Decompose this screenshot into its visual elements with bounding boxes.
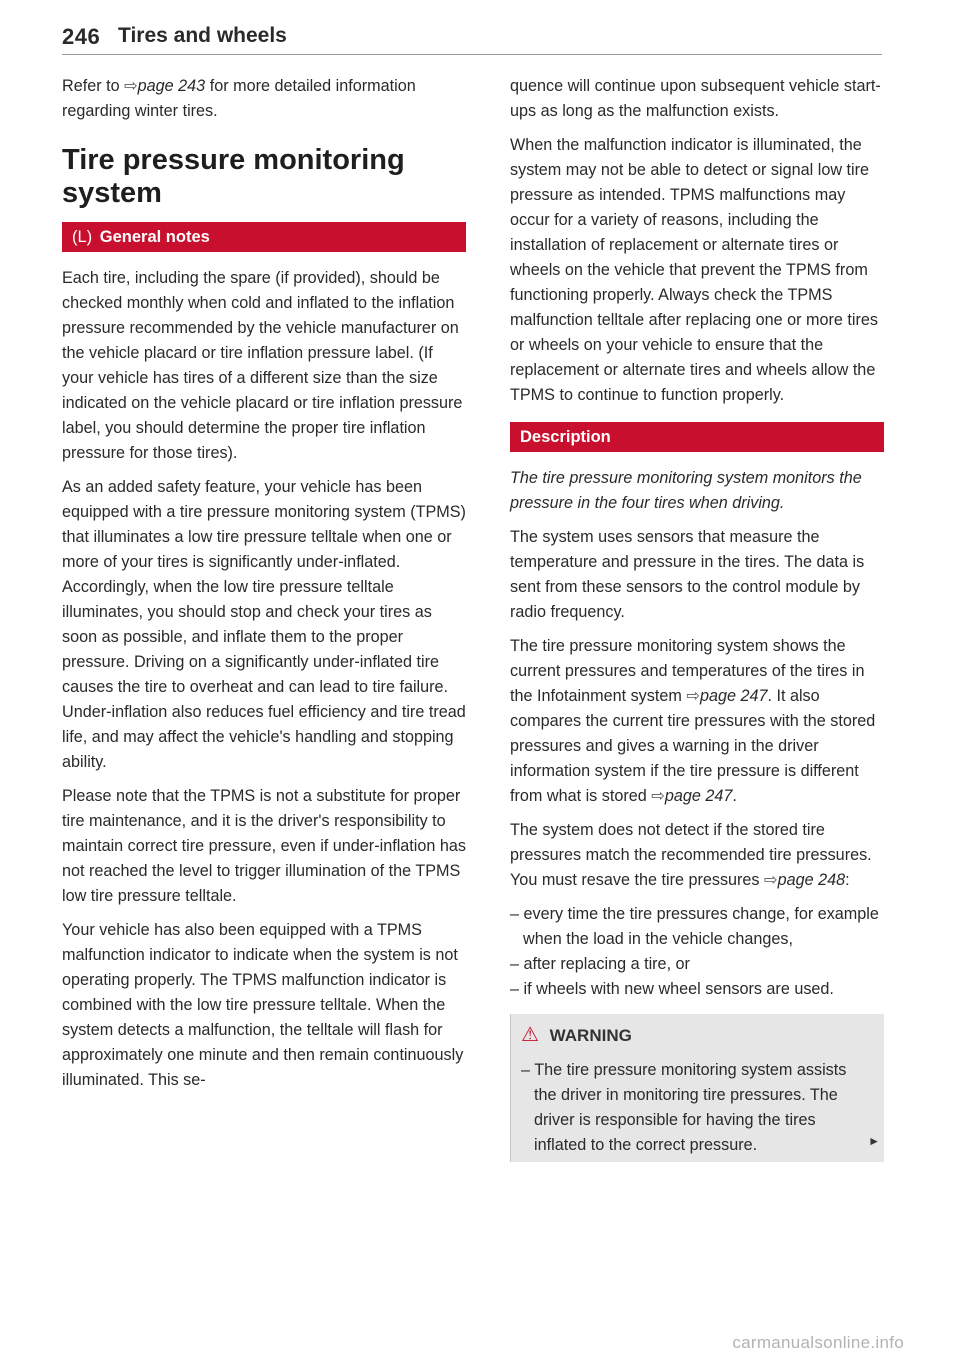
paragraph: Please note that the TPMS is not a substitute for proper tire maintenance, and it is the driver's responsibility to maintain correct tire pressure, even if under-inflation has not reached the level to trigger illumination of the TPMS low tire pressure telltale.	[62, 787, 466, 905]
list-item: – if wheels with new wheel sensors are used.	[510, 980, 834, 998]
intro-paragraph: Refer to ⇨page 243 for more detailed information regarding winter tires.	[62, 77, 416, 120]
resave-list	[510, 902, 884, 1002]
page-ref-link[interactable]: page 243	[137, 77, 206, 95]
paragraph: Your vehicle has also been equipped with a TPMS malfunction indicator to indicate when the system is not operating properly. The TPMS malfunction indicator is combined with the low tire pressure telltale. When the system detects a malfunction, the telltale will flash for approximately one minute and then remain continuously illuminated. This se-	[62, 921, 464, 1089]
watermark: carmanualsonline.info	[732, 1333, 904, 1352]
general-notes-bar	[62, 222, 466, 252]
page-ref-link[interactable]: page 247	[664, 787, 733, 805]
warning-list	[521, 1058, 854, 1158]
page-ref-link[interactable]: page 248	[777, 871, 846, 889]
page-ref-arrow-icon: ⇨	[651, 787, 665, 805]
header-rule	[62, 54, 882, 55]
right-column	[510, 74, 884, 1162]
page-ref-arrow-icon: ⇨	[764, 871, 778, 889]
paragraph: When the malfunction indicator is illuminated, the system may not be able to detect or signal low tire pressure as intended. TPMS malfunctions may occur for a variety of reasons, including the installation of replacement or alternate tires or wheels on the vehicle that prevent the TPMS from functioning properly. Always check the TPMS malfunction telltale after replacing one or more tires or wheels on your vehicle to ensure that the replacement or alternate tires and wheels allow the TPMS to continue to function properly.	[510, 136, 878, 404]
clock-icon: (L)	[72, 228, 93, 246]
list-item: – after replacing a tire, or	[510, 955, 690, 973]
paragraph: quence will continue upon subsequent vehicle start-ups as long as the malfunction exists.	[510, 77, 881, 120]
left-column	[62, 74, 466, 1102]
list-item: – every time the tire pressures change, for example when the load in the vehicle changes,	[510, 905, 879, 948]
paragraph: As an added safety feature, your vehicle has been equipped with a tire pressure monitoring system (TPMS) that illuminates a low tire pressure telltale when one or more of your tires is significantly under-inflated. Accordingly, when the low tire pressure telltale illuminates, you should stop and check your tires as soon as possible, and inflate them to the proper pressure. Driving on a significantly under-inflated tire causes the tire to overheat and can lead to tire failure. Under-inflation also reduces fuel efficiency and tire tread life, and may affect the vehicle's handling and stopping ability.	[62, 478, 466, 771]
paragraph: The tire pressure monitoring system shows the current pressures and temperatures of the tires in the Infotainment system ⇨page 247. It also compares the current tire pressures with the stored pressures and gives a warning in the driver information system if the tire pressure is different from what is stored ⇨page 247.	[510, 637, 876, 805]
lead-paragraph: The tire pressure monitoring system monitors the pressure in the four tires when driving.	[510, 469, 862, 512]
bar-label: General notes	[99, 228, 210, 246]
page-ref-arrow-icon: ⇨	[686, 687, 700, 705]
bar-label: Description	[520, 428, 611, 446]
continue-arrow-icon: ►	[868, 1134, 880, 1148]
section-heading: Tire pressure monitoring system	[62, 144, 405, 209]
warning-body	[511, 1056, 884, 1162]
list-item: – The tire pressure monitoring system assists the driver in monitoring tire pressures. The driver is responsible for having the tires inflated to the correct pressure.	[521, 1061, 847, 1154]
section-title: Tires and wheels	[118, 24, 287, 47]
warning-triangle-icon: ⚠	[521, 1024, 539, 1046]
page-ref-link[interactable]: page 247	[699, 687, 768, 705]
page-header	[62, 18, 882, 58]
description-bar	[510, 422, 884, 452]
paragraph: The system uses sensors that measure the temperature and pressure in the tires. The data is sent from these sensors to the control module by radio frequency.	[510, 528, 865, 621]
page-number: 246	[62, 24, 101, 49]
paragraph: The system does not detect if the stored tire pressures match the recommended tire pressures. You must resave the tire pressures ⇨page 248:	[510, 821, 872, 889]
warning-header	[511, 1014, 884, 1056]
warning-box	[510, 1014, 884, 1162]
page-ref-arrow-icon: ⇨	[124, 77, 138, 95]
warning-title: WARNING	[549, 1026, 632, 1045]
paragraph: Each tire, including the spare (if provided), should be checked monthly when cold and inflated to the inflation pressure recommended by the vehicle manufacturer on the vehicle placard or tire inflation pressure label. (If your vehicle has tires of a different size than the size indicated on the vehicle placard or tire inflation pressure label, you should determine the proper tire inflation pressure for those tires).	[62, 269, 463, 462]
